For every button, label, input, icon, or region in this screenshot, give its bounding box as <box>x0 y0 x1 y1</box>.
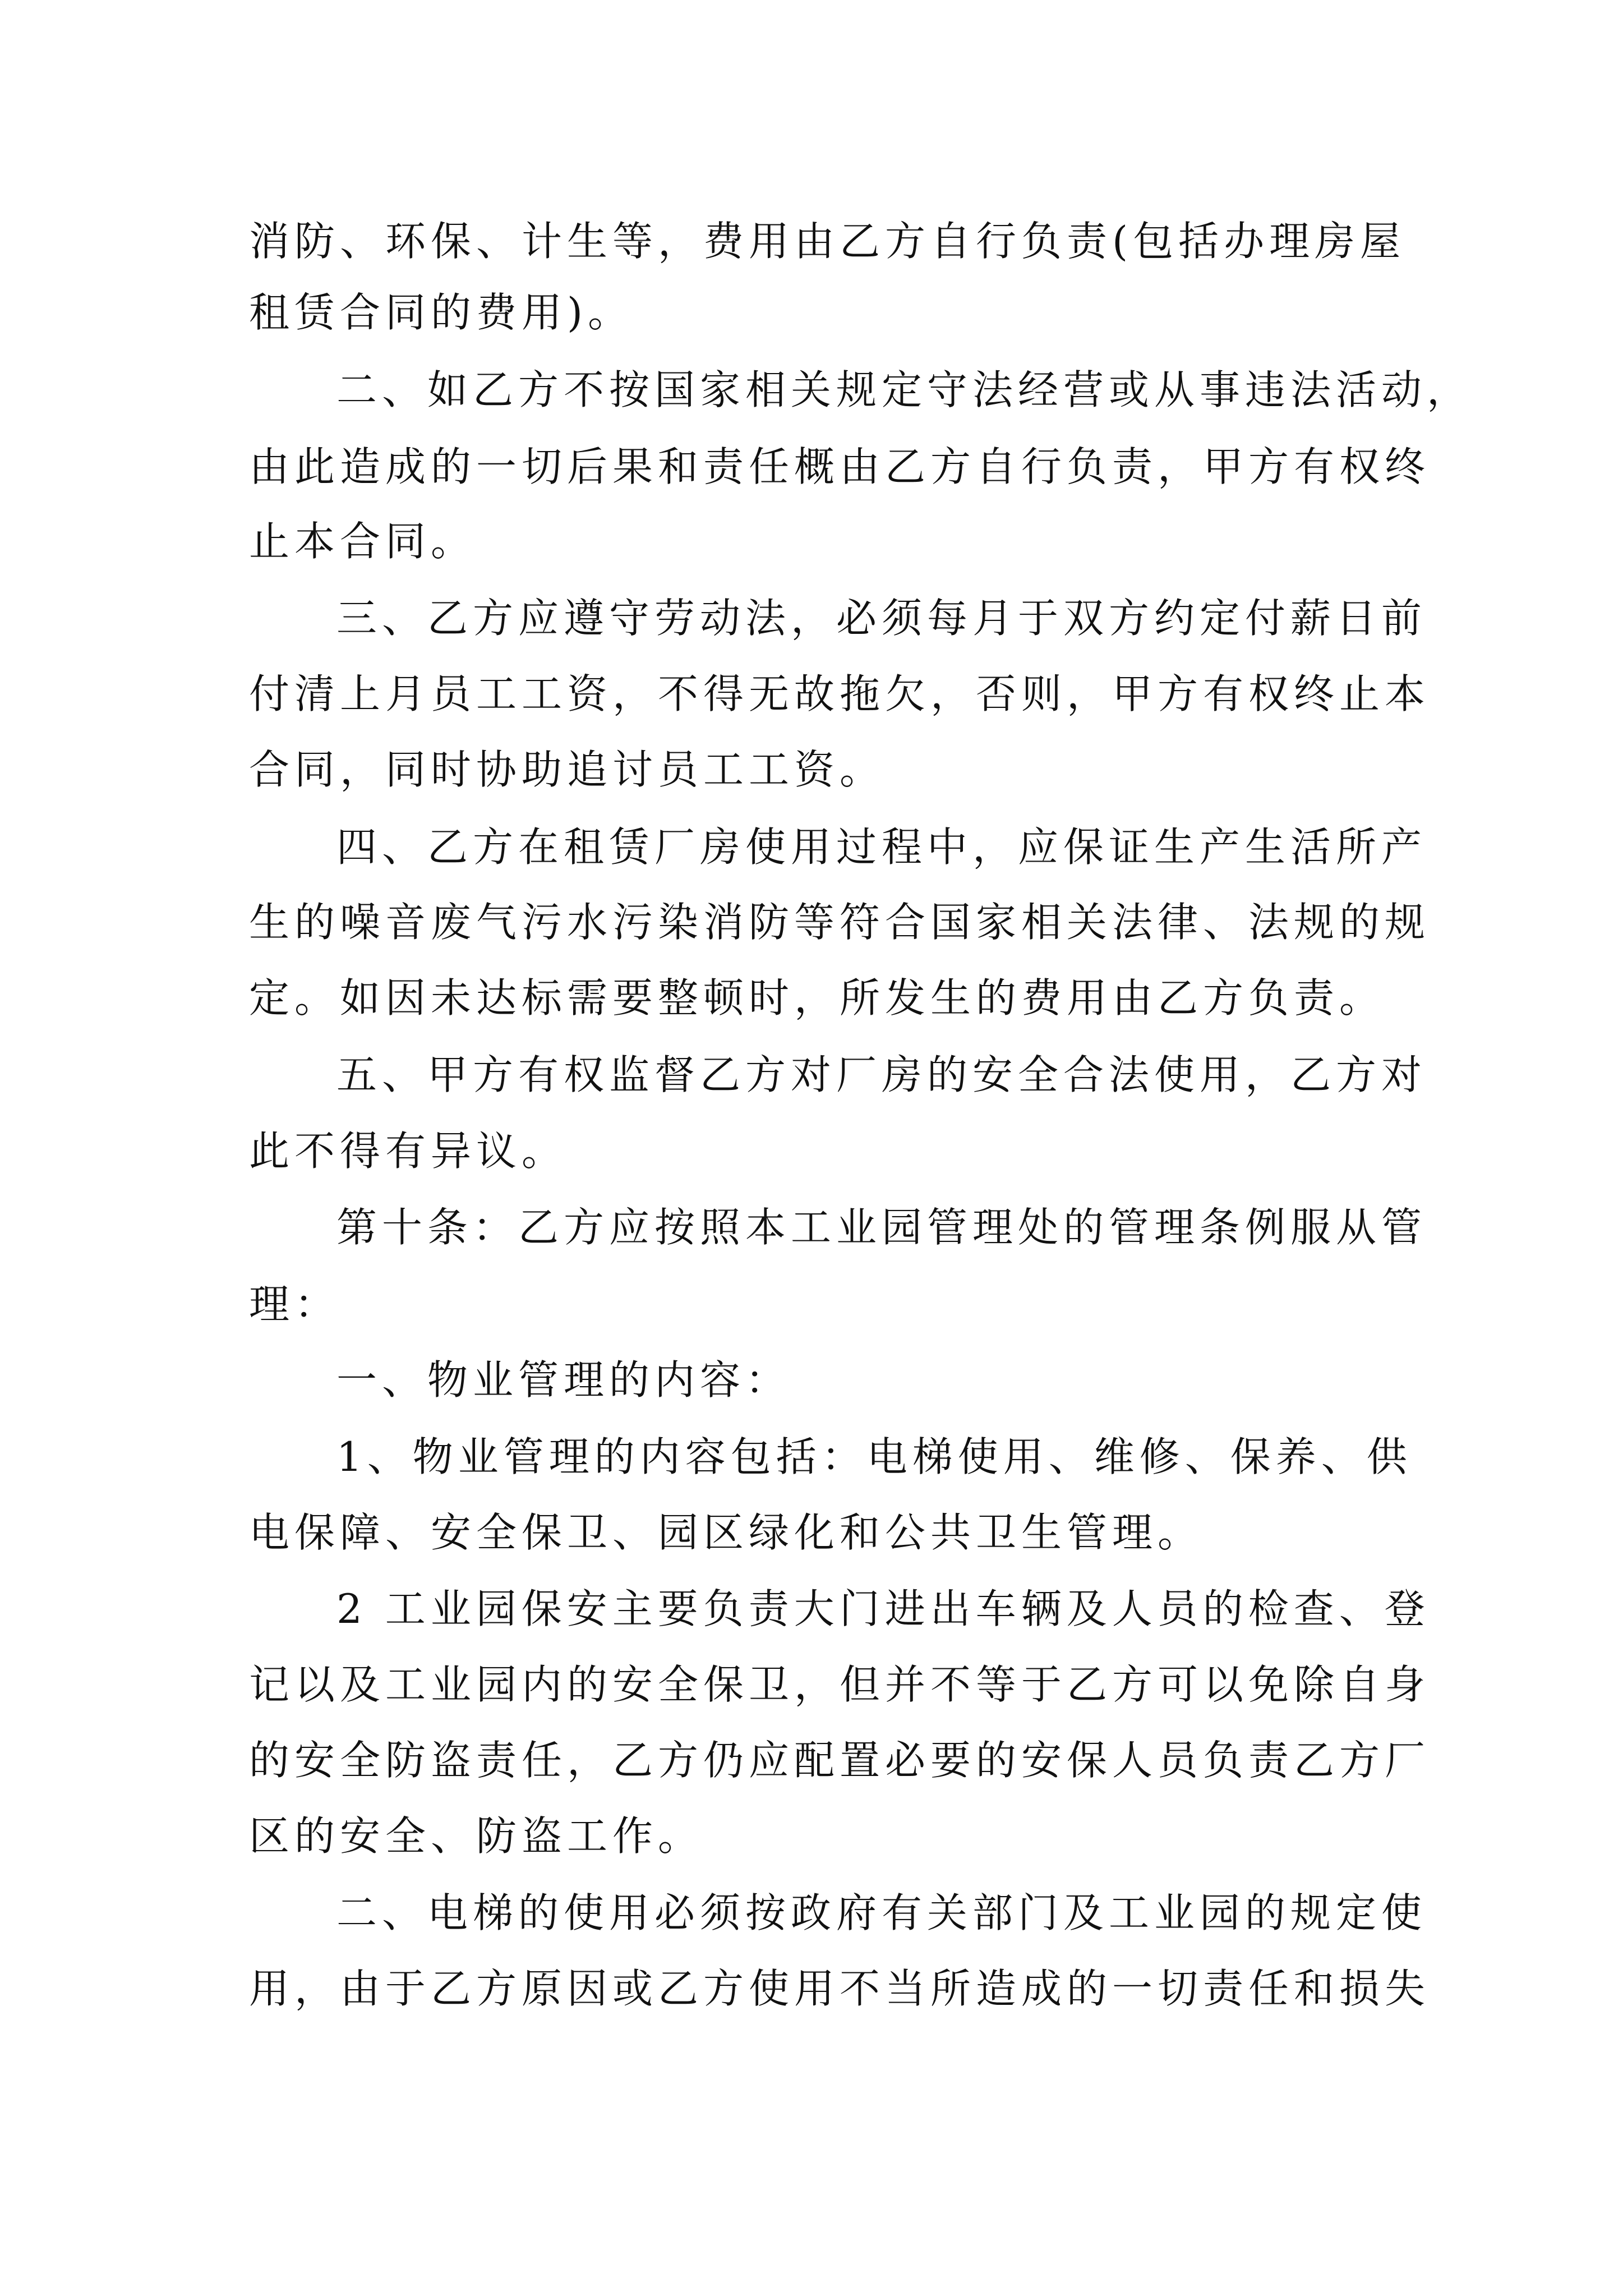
text-line: 第十条：乙方应按照本工业园管理处的管理条例服从管 <box>336 1204 1427 1251</box>
text-line: 二、如乙方不按国家相关规定守法经营或从事违法活动， <box>336 366 1473 413</box>
text-line: 2 工业园保安主要负责大门进出车辆及人员的检查、登 <box>336 1585 1430 1632</box>
text-line: 记以及工业园内的安全保卫，但并不等于乙方可以免除自身 <box>249 1661 1431 1708</box>
text-line: 止本合同。 <box>249 518 477 565</box>
text-line: 合同，同时协助追讨员工工资。 <box>249 746 886 793</box>
text-line: 区的安全、防盗工作。 <box>249 1812 704 1860</box>
text-line: 此不得有异议。 <box>249 1128 568 1175</box>
text-line: 三、乙方应遵守劳动法，必须每月于双方约定付薪日前 <box>336 595 1427 642</box>
text-line: 租赁合同的费用)。 <box>249 289 634 336</box>
text-line: 消防、环保、计生等，费用由乙方自行负责(包括办理房屋 <box>249 218 1406 265</box>
text-line: 生的噪音废气污水污染消防等符合国家相关法律、法规的规 <box>249 899 1431 946</box>
text-line: 一、物业管理的内容： <box>336 1356 791 1404</box>
text-line: 五、甲方有权监督乙方对厂房的安全合法使用，乙方对 <box>336 1051 1427 1098</box>
text-line: 用，由于乙方原因或乙方使用不当所造成的一切责任和损失 <box>249 1965 1431 2012</box>
text-line: 由此造成的一切后果和责任概由乙方自行负责，甲方有权终 <box>249 443 1431 490</box>
text-line: 理： <box>249 1281 340 1328</box>
text-line: 四、乙方在租赁厂房使用过程中，应保证生产生活所产 <box>336 823 1427 871</box>
text-line: 定。如因未达标需要整顿时，所发生的费用由乙方负责。 <box>249 974 1385 1022</box>
text-line: 的安全防盗责任，乙方仍应配置必要的安保人员负责乙方厂 <box>249 1737 1431 1784</box>
text-line: 电保障、安全保卫、园区绿化和公共卫生管理。 <box>249 1509 1204 1556</box>
text-line: 二、电梯的使用必须按政府有关部门及工业园的规定使 <box>336 1889 1427 1936</box>
text-line: 付清上月员工工资，不得无故拖欠，否则，甲方有权终止本 <box>249 670 1431 717</box>
text-line: 1、物业管理的内容包括：电梯使用、维修、保养、供 <box>336 1433 1412 1480</box>
